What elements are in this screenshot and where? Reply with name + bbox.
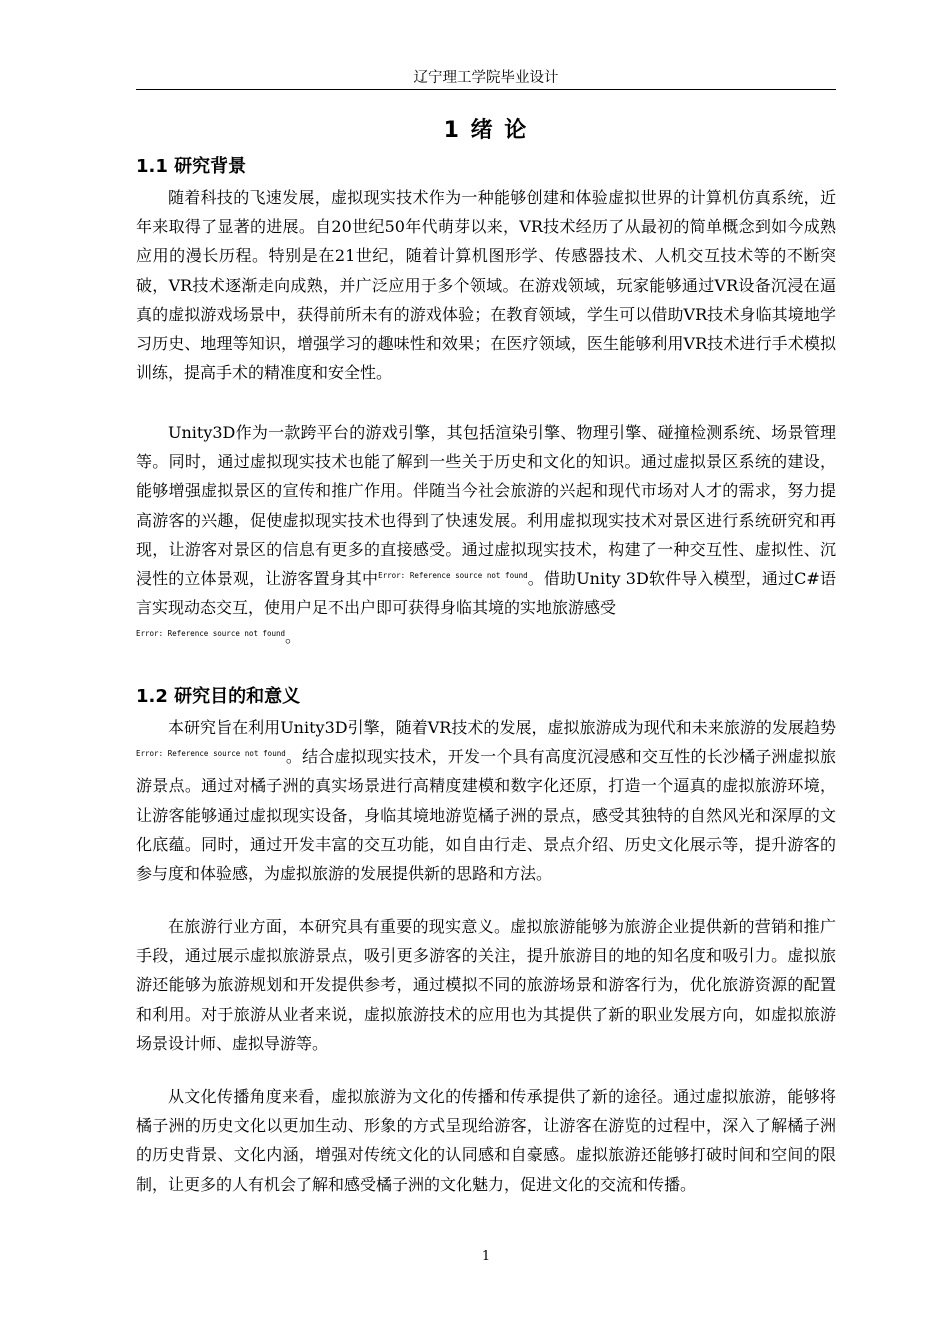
- paragraph-purpose-1: [136, 713, 836, 888]
- section-title-1-1: 1.1 研究背景: [136, 156, 247, 177]
- paragraph-text: 在旅游行业方面，本研究具有重要的现实意义。虚拟旅游能够为旅游企业提供新的营销和推广手段，通过展示虚拟旅游景点，吸引更多游客的关注，提升旅游目的地的知名度和吸引力。虚拟旅游还能够为旅游规划和开发提供参考，通过模拟不同的旅游场景和游客行为，优化旅游资源的配置和利用。对于旅游从业者来说，虚拟旅游技术的应用也为其提供了新的职业发展方向，如虚拟旅游场景设计师、虚拟导游等。: [136, 917, 836, 1053]
- paragraph-text: 随着科技的飞速发展，虚拟现实技术作为一种能够创建和体验虚拟世界的计算机仿真系统，近年来取得了显著的进展。自20世纪50年代萌芽以来，VR技术经历了从最初的简单概念到如今成熟应用的漫长历程。特别是在21世纪，随着计算机图形学、传感器技术、人机交互技术等的不断突破，VR技术逐渐走向成熟，并广泛应用于多个领域。在游戏领域，玩家能够通过VR设备沉浸在逼真的虚拟游戏场景中，获得前所未有的游戏体验；在教育领域，学生可以借助VR技术身临其境地学习历史、地理等知识，增强学习的趣味性和效果；在医疗领域，医生能够利用VR技术进行手术模拟训练，提高手术的精准度和安全性。: [136, 188, 836, 383]
- paragraph-background-1: [136, 183, 836, 387]
- paragraph-text: 从文化传播角度来看，虚拟旅游为文化的传播和传承提供了新的途径。通过虚拟旅游，能够将橘子洲的历史文化以更加生动、形象的方式呈现给游客，让游客在游览的过程中，深入了解橘子洲的历史背景、文化内涵，增强对传统文化的认同感和自豪感。虚拟旅游还能够打破时间和空间的限制，让更多的人有机会了解和感受橘子洲的文化魅力，促进文化的交流和传播。: [136, 1087, 836, 1194]
- reference-error: Error: Reference source not found: [136, 629, 286, 639]
- paragraph-purpose-2: [136, 912, 836, 1058]
- paragraph-text: Unity3D作为一款跨平台的游戏引擎，其包括渲染引擎、物理引擎、碰撞检测系统、场景管理等。同时，通过虚拟现实技术也能了解到一些关于历史和文化的知识。通过虚拟景区系统的建设，能够增强虚拟景区的宣传和推广作用。伴随当今社会旅游的兴起和现代市场对人才的需求，努力提高游客的兴趣，促使虚拟现实技术也得到了快速发展。利用虚拟现实技术对景区进行系统研究和再现，让游客对景区的信息有更多的直接感受。通过虚拟现实技术，构建了一种交互性、虚拟性、沉浸性的立体景观，让游客置身其中: [136, 423, 836, 589]
- header-rule: [136, 89, 836, 90]
- page-header: 辽宁理工学院毕业设计: [413, 70, 559, 86]
- chapter-title: 1 绪 论: [443, 118, 529, 143]
- section-title-1-2: 1.2 研究目的和意义: [136, 686, 301, 707]
- paragraph-text: 本研究旨在利用Unity3D引擎，随着VR技术的发展，虚拟旅游成为现代和未来旅游的发展趋势: [168, 718, 836, 737]
- reference-error: Error: Reference source not found: [136, 749, 286, 759]
- reference-error: Error: Reference source not found: [378, 571, 528, 581]
- paragraph-text: 。: [285, 627, 302, 647]
- page-number: 1: [481, 1249, 491, 1264]
- paragraph-text: 。结合虚拟现实技术，开发一个具有高度沉浸感和交互性的长沙橘子洲虚拟旅游景点。通过对橘子洲的真实场景进行高精度建模和数字化还原，打造一个逼真的虚拟旅游环境，让游客能够通过虚拟现实设备，身临其境地游览橘子洲的景点，感受其独特的自然风光和深厚的文化底蕴。同时，通过开发丰富的交互功能，如自由行走、景点介绍、历史文化展示等，提升游客的参与度和体验感，为虚拟旅游的发展提供新的思路和方法。: [136, 747, 836, 884]
- paragraph-text: 。借助Unity 3D软件导入模型，通过C#语言实现动态交互，使用户足不出户即可获得身临其境的实地旅游感受: [136, 569, 836, 618]
- paragraph-background-2: [136, 418, 836, 652]
- paragraph-purpose-3: [136, 1082, 836, 1199]
